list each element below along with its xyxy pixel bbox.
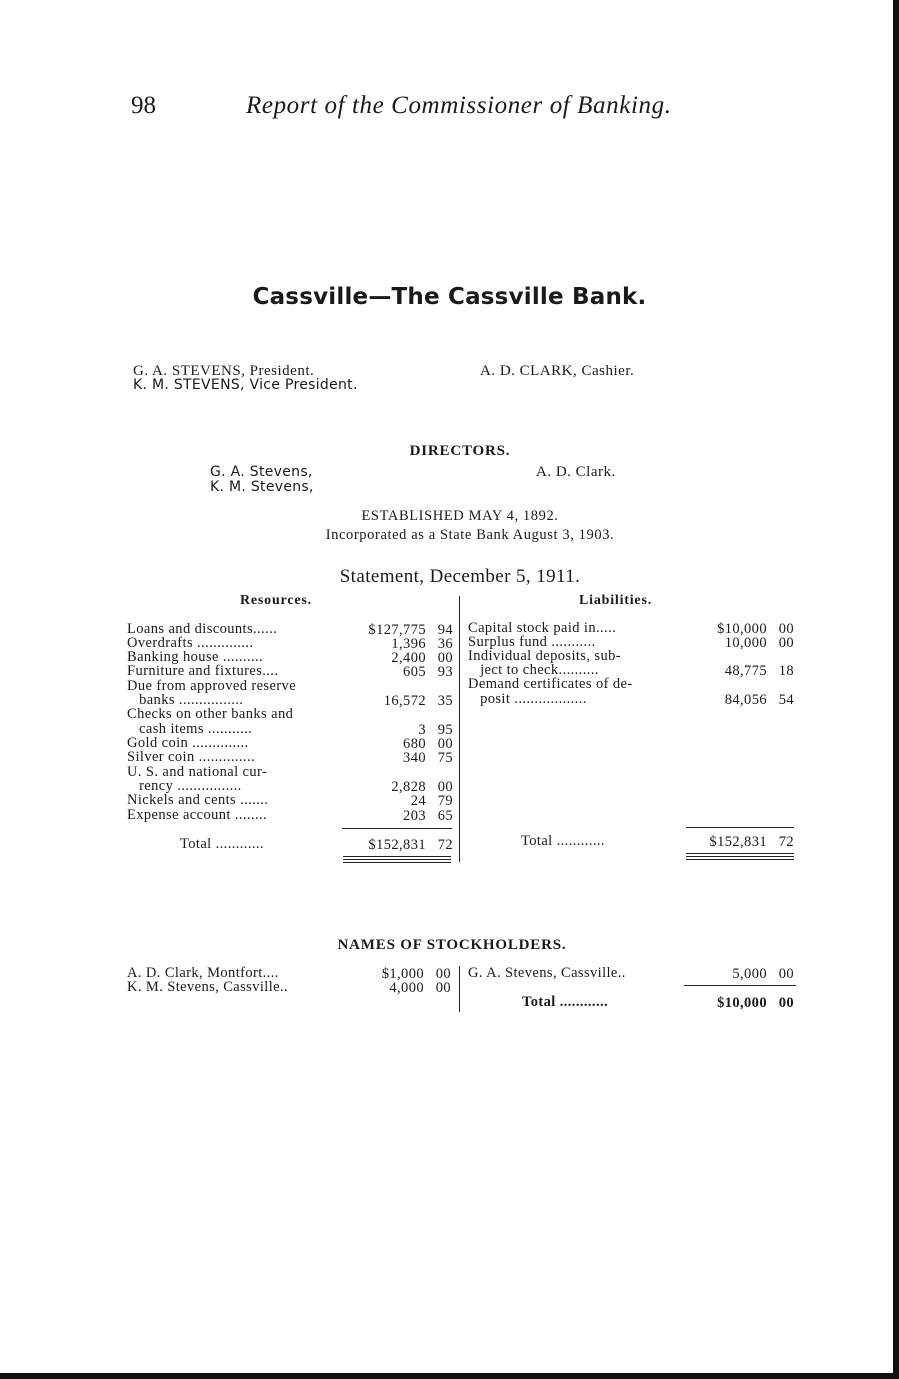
cents: 35 — [437, 693, 453, 709]
list-item: Nickels and cents ....... — [127, 792, 269, 808]
list-item: Furniture and fixtures.... — [127, 663, 279, 679]
double-rule — [343, 859, 451, 860]
page-number: 98 — [131, 92, 156, 119]
stockholders-total-cents: 00 — [778, 995, 794, 1011]
list-item: U. S. and national cur- — [127, 764, 268, 780]
officer-cashier: A. D. CLARK, Cashier. — [480, 363, 635, 379]
double-rule — [686, 859, 794, 860]
list-item: Loans and discounts...... — [127, 621, 278, 637]
amount: 4,000 — [389, 980, 424, 996]
cents: 00 — [435, 980, 451, 996]
list-item: Demand certificates of de- — [468, 676, 633, 692]
list-item: G. A. Stevens, Cassville.. — [468, 965, 626, 981]
amount: 680 — [403, 736, 426, 752]
officer-vice-president: K. M. STEVENS, Vice President. — [133, 377, 358, 393]
column-divider — [459, 596, 460, 862]
amount: 3 — [418, 722, 426, 738]
liabilities-heading: Liabilities. — [579, 593, 652, 608]
liabilities-total-cents: 72 — [778, 834, 794, 850]
bank-title: Cassville—The Cassville Bank. — [252, 284, 647, 310]
amount: 48,775 — [724, 663, 767, 679]
amount: 24 — [410, 793, 426, 809]
subtotal-rule — [684, 985, 796, 986]
amount: 605 — [403, 664, 426, 680]
liabilities-total-amount: $152,831 — [709, 834, 767, 850]
statement-heading: Statement, December 5, 1911. — [339, 566, 581, 587]
stockholders-heading: NAMES OF STOCKHOLDERS. — [337, 937, 567, 953]
cents: 00 — [778, 966, 794, 982]
double-rule — [686, 856, 794, 857]
amount: 203 — [403, 808, 426, 824]
list-item: rency ................ — [127, 778, 242, 794]
list-item: Individual deposits, sub- — [468, 648, 621, 664]
double-rule — [343, 862, 451, 863]
amount: 5,000 — [732, 966, 767, 982]
director-2: K. M. Stevens, — [210, 479, 314, 495]
cents: 00 — [437, 650, 453, 666]
column-divider — [459, 966, 460, 1012]
list-item: Banking house .......... — [127, 649, 264, 665]
running-title: Report of the Commissioner of Banking. — [246, 92, 672, 119]
list-item: Due from approved reserve — [127, 678, 297, 694]
list-item: ject to check.......... — [468, 662, 599, 678]
amount: $10,000 — [717, 621, 767, 637]
cents: 94 — [437, 622, 453, 638]
resources-total-amount: $152,831 — [368, 837, 426, 853]
officer-president: G. A. STEVENS, President. — [133, 363, 315, 379]
double-rule — [686, 853, 794, 854]
list-item: Silver coin .............. — [127, 749, 255, 765]
resources-total-label: Total ............ — [180, 836, 264, 852]
director-1: G. A. Stevens, — [210, 464, 313, 480]
amount: 84,056 — [724, 692, 767, 708]
page-edge-bottom — [0, 1373, 899, 1379]
cents: 95 — [437, 722, 453, 738]
page-edge-right — [893, 0, 899, 1379]
cents: 00 — [778, 635, 794, 651]
list-item: Gold coin .............. — [127, 735, 249, 751]
resources-total-cents: 72 — [437, 837, 453, 853]
subtotal-rule — [686, 827, 794, 828]
list-item: Expense account ........ — [127, 807, 268, 823]
amount: 2,828 — [391, 779, 426, 795]
stockholders-total-label: Total ............ — [522, 994, 609, 1010]
list-item: Capital stock paid in..... — [468, 620, 617, 636]
director-3: A. D. Clark. — [536, 464, 616, 480]
liabilities-total-label: Total ............ — [521, 833, 605, 849]
cents: 75 — [437, 750, 453, 766]
amount: 16,572 — [383, 693, 426, 709]
amount: 2,400 — [391, 650, 426, 666]
list-item: posit .................. — [468, 691, 587, 707]
cents: 36 — [437, 636, 453, 652]
established-date: ESTABLISHED MAY 4, 1892. — [361, 508, 559, 524]
cents: 54 — [778, 692, 794, 708]
amount: 340 — [403, 750, 426, 766]
amount: 1,396 — [391, 636, 426, 652]
list-item: Overdrafts .............. — [127, 635, 254, 651]
amount: $127,775 — [368, 622, 426, 638]
subtotal-rule — [342, 828, 452, 829]
incorporated-date: Incorporated as a State Bank August 3, 1903. — [325, 527, 615, 543]
cents: 00 — [778, 621, 794, 637]
amount: 10,000 — [724, 635, 767, 651]
directors-heading: DIRECTORS. — [409, 443, 511, 459]
amount: $1,000 — [381, 966, 424, 982]
cents: 93 — [437, 664, 453, 680]
list-item: K. M. Stevens, Cassville.. — [127, 979, 289, 995]
double-rule — [343, 856, 451, 857]
list-item: Surplus fund ........... — [468, 634, 596, 650]
list-item: A. D. Clark, Montfort.... — [127, 965, 279, 981]
cents: 00 — [435, 966, 451, 982]
list-item: banks ................ — [127, 692, 244, 708]
cents: 18 — [778, 663, 794, 679]
cents: 00 — [437, 736, 453, 752]
list-item: cash items ........... — [127, 721, 253, 737]
cents: 00 — [437, 779, 453, 795]
list-item: Checks on other banks and — [127, 706, 294, 722]
cents: 79 — [437, 793, 453, 809]
cents: 65 — [437, 808, 453, 824]
stockholders-total-amount: $10,000 — [717, 995, 767, 1011]
resources-heading: Resources. — [240, 593, 312, 608]
